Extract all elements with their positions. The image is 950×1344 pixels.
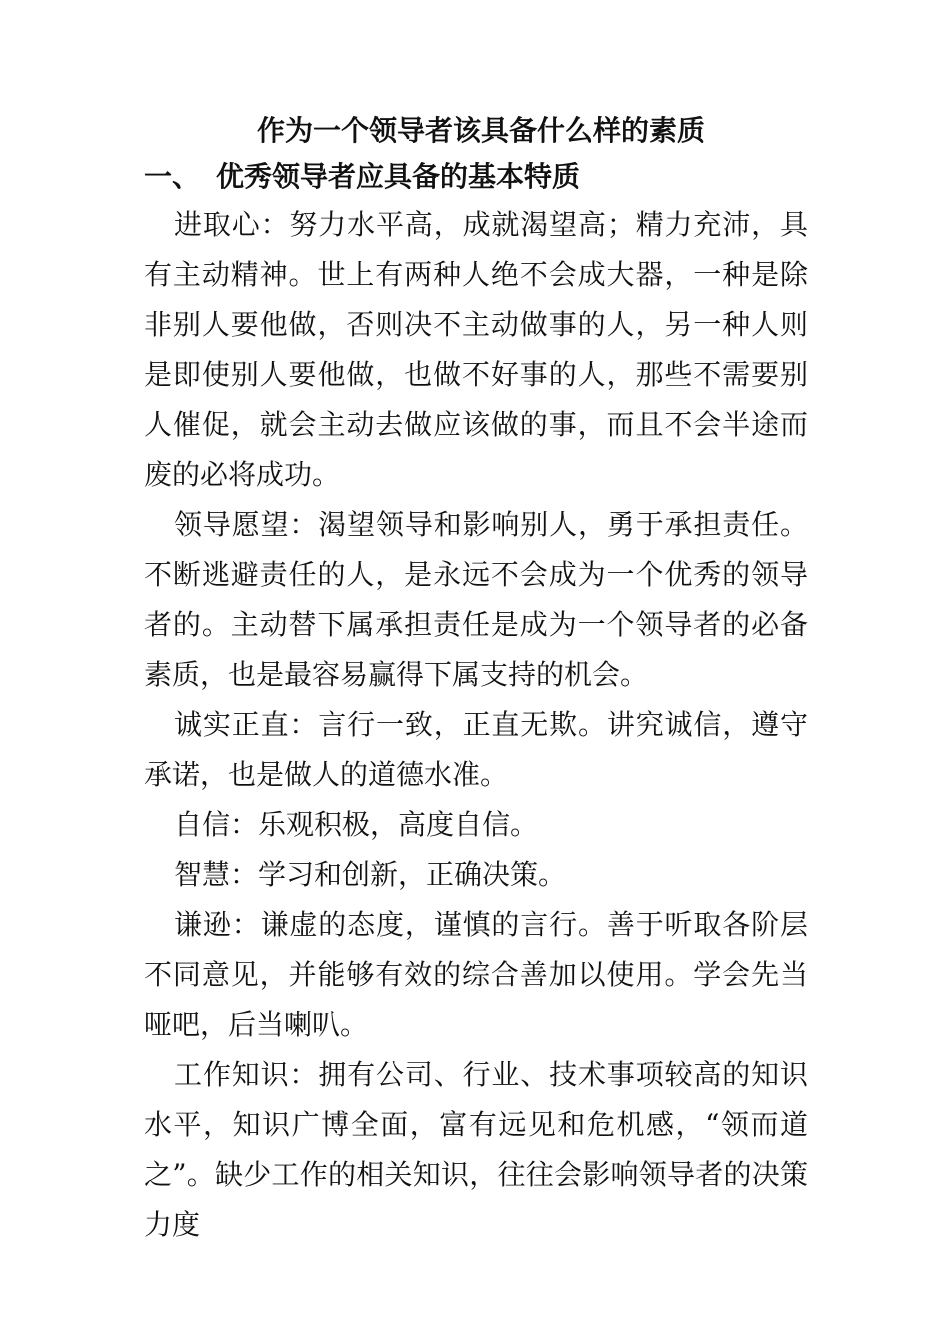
paragraph-modesty: 谦逊：谦虚的态度，谨慎的言行。善于听取各阶层不同意见，并能够有效的综合善加以使用。学会先当哑吧，后当喇叭。 [144,908,808,1041]
document-title: 作为一个领导者该具备什么样的素质 [256,114,705,147]
paragraph-confidence: 自信：乐观积极，高度自信。 [174,808,539,841]
paragraph-leadership-desire: 领导愿望：渴望领导和影响别人，勇于承担责任。不断逃避责任的人，是永远不会成为一个优秀的领导者的。主动替下属承担责任是成为一个领导者的必备素质，也是最容易赢得下属支持的机会。 [144,508,808,691]
section-heading-text: 优秀领导者应具备的基本特质 [216,160,581,193]
paragraph-integrity: 诚实正直：言行一致，正直无欺。讲究诚信，遵守承诺，也是做人的道德水准。 [144,708,808,791]
document-body [144,108,808,1250]
paragraph-ambition: 进取心：努力水平高，成就渴望高；精力充沛，具有主动精神。世上有两种人绝不会成大器，一种是除非别人要他做，否则决不主动做事的人，另一种人则是即使别人要他做，也做不好事的人，那些不需要别人催促，就会主动去做应该做的事，而且不会半途而废的必将成功。 [144,208,808,491]
paragraph-wisdom: 智慧：学习和创新，正确决策。 [174,858,567,891]
section-heading [144,154,808,200]
paragraph-work-knowledge: 工作知识：拥有公司、行业、技术事项较高的知识水平，知识广博全面，富有远见和危机感，“领而道之”。缺少工作的相关知识，往往会影响领导者的决策力度 [144,1058,808,1241]
section-number: 一、 [144,160,201,193]
